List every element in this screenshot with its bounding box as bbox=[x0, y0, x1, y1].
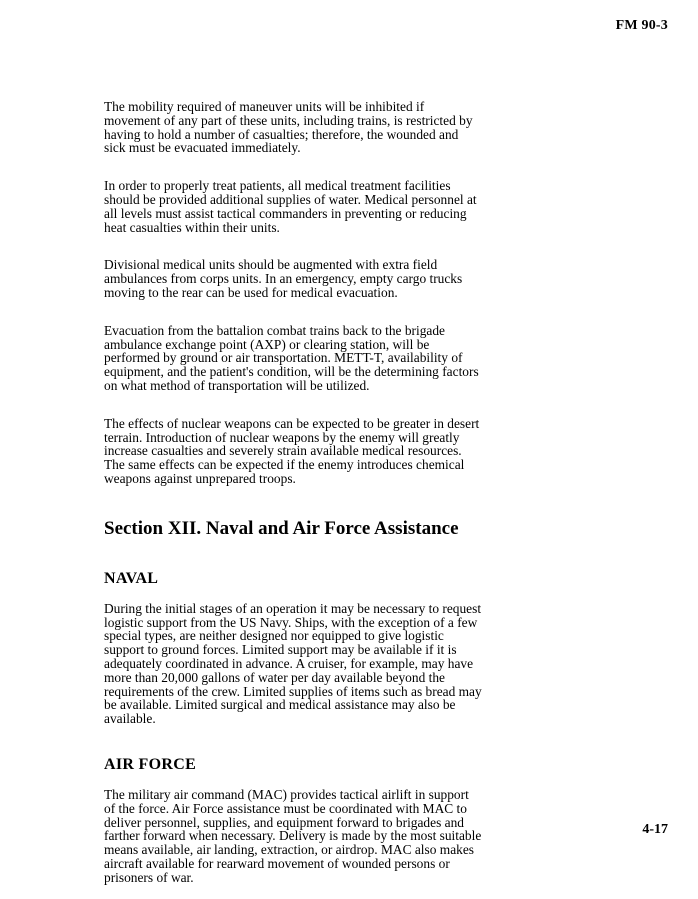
paragraph-water-supply: In order to properly treat patients, all medical treatment facilities should be provided additional supplies of water. Medical personnel at all levels must assist tactical commanders in preventing or reducing heat casualties within their units. bbox=[104, 178, 477, 235]
paragraph-nuclear-weapons: The effects of nuclear weapons can be expected to be greater in desert terrain. Introduction of nuclear weapons by the enemy will greatly increase casualties and severely strain available medical resources. The same effects can be expected if the enemy introduces chemical weapons against unprepared troops. bbox=[104, 415, 480, 486]
page-content bbox=[104, 100, 482, 884]
page-number: 4-17 bbox=[642, 822, 668, 837]
air-force-heading: AIR FORCE bbox=[104, 755, 197, 773]
paragraph-divisional-units: Divisional medical units should be augmented with extra field ambulances from corps units. In an emergency, empty cargo trucks moving to the rear can be used for medical evacuation. bbox=[104, 257, 463, 300]
naval-heading: NAVAL bbox=[104, 569, 159, 587]
section-title: Section XII. Naval and Air Force Assistance bbox=[104, 517, 459, 539]
paragraph-mobility: The mobility required of maneuver units will be inhibited if movement of any part of these units, including trains, is restricted by having to hold a number of casualties; therefore, the wounded and sick must be evacuated immediately. bbox=[104, 99, 473, 156]
paragraph-naval: During the initial stages of an operation it may be necessary to request logistic support from the US Navy. Ships, with the exception of a few special types, are neither designed nor equipped to give logistic support to ground forces. Limited support may be available if it is adequately coordinated in advance. A cruiser, for example, may have more than 20,000 gallons of water per day available beyond the requirements of the crew. Limited supplies of items such as bread may be available. Limited surgical and medical assistance may also be available. bbox=[104, 600, 482, 727]
document-code: FM 90-3 bbox=[615, 18, 668, 33]
paragraph-evacuation: Evacuation from the battalion combat trains back to the brigade ambulance exchange point (AXP) or clearing station, will be performed by ground or air transportation. METT-T, availability of equipment, and the patient's condition, will be the determining factors on what method of transportation will be utilized. bbox=[104, 322, 479, 393]
paragraph-air-force: The military air command (MAC) provides tactical airlift in support of the force. Air Force assistance must be coordinated with MAC to deliver personnel, supplies, and equipment forward to brigades and farther forward when necessary. Delivery is made by the most suitable means available, air landing, extraction, or airdrop. MAC also makes aircraft available for rearward movement of wounded persons or prisoners of war. bbox=[104, 786, 482, 885]
